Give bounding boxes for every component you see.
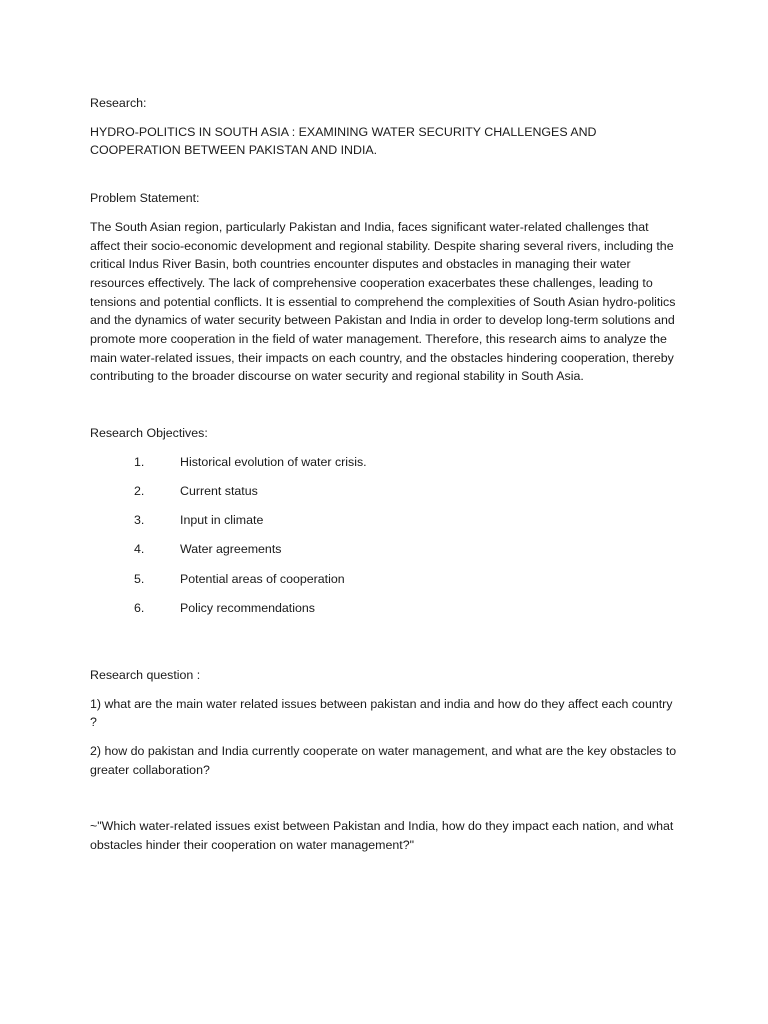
objective-text: Policy recommendations bbox=[180, 600, 315, 615]
research-label: Research: bbox=[90, 96, 147, 110]
objective-text: Water agreements bbox=[180, 542, 282, 557]
objective-item bbox=[90, 482, 680, 511]
objective-number: 5. bbox=[134, 571, 145, 586]
objective-text: Historical evolution of water crisis. bbox=[180, 454, 367, 469]
objective-text: Input in climate bbox=[180, 513, 264, 528]
rephrased-question: ~"Which water-related issues exist between Pakistan and India, how do they impact each nation, and what obstacles hinder their cooperation on water management?" bbox=[90, 819, 674, 853]
objective-text: Current status bbox=[180, 484, 258, 499]
research-question-2: 2) how do pakistan and India currently cooperate on water management, and what are the key obstacles to greater collaboration? bbox=[90, 744, 677, 777]
document-page bbox=[90, 94, 680, 855]
objective-item bbox=[90, 453, 680, 482]
objective-number: 2. bbox=[134, 484, 145, 499]
objective-number: 3. bbox=[134, 513, 145, 528]
objective-item bbox=[90, 511, 680, 540]
problem-statement-text: The South Asian region, particularly Pakistan and India, faces significant water-related challenges that affect their socio-economic development and regional stability. Despite sharing several rivers, including the critical Indus River Basin, both countries encounter disputes and obstacles in managing their water resources effectively. The lack of comprehensive cooperation exacerbates these challenges, leading to tensions and potential conflicts. It is essential to comprehend the complexities of South Asian hydro-politics and the dynamics of water security between Pakistan and India in order to develop long-term solutions and promote more cooperation in the field of water management. Therefore, this research aims to analyze the main water-related issues, their impacts on each country, and the obstacles hindering cooperation, thereby contributing to the broader discourse on water security and regional stability in South Asia. bbox=[90, 219, 676, 384]
objective-number: 4. bbox=[134, 542, 145, 557]
research-question-label: Research question : bbox=[90, 667, 201, 682]
research-objectives-label: Research Objectives: bbox=[90, 426, 208, 441]
objective-item bbox=[90, 540, 680, 569]
objective-number: 1. bbox=[134, 454, 145, 469]
objectives-list bbox=[90, 453, 680, 628]
problem-statement-label: Problem Statement: bbox=[90, 191, 200, 206]
objective-number: 6. bbox=[134, 600, 145, 615]
research-question-1: 1) what are the main water related issues between pakistan and india and how do they affect each country ? bbox=[90, 696, 673, 730]
objective-text: Potential areas of cooperation bbox=[180, 571, 345, 586]
objective-item bbox=[90, 599, 680, 628]
objective-item bbox=[90, 570, 680, 599]
research-title: HYDRO-POLITICS IN SOUTH ASIA : EXAMINING WATER SECURITY CHALLENGES AND COOPERATION BETWEEN PAKISTAN AND INDIA. bbox=[90, 124, 597, 158]
